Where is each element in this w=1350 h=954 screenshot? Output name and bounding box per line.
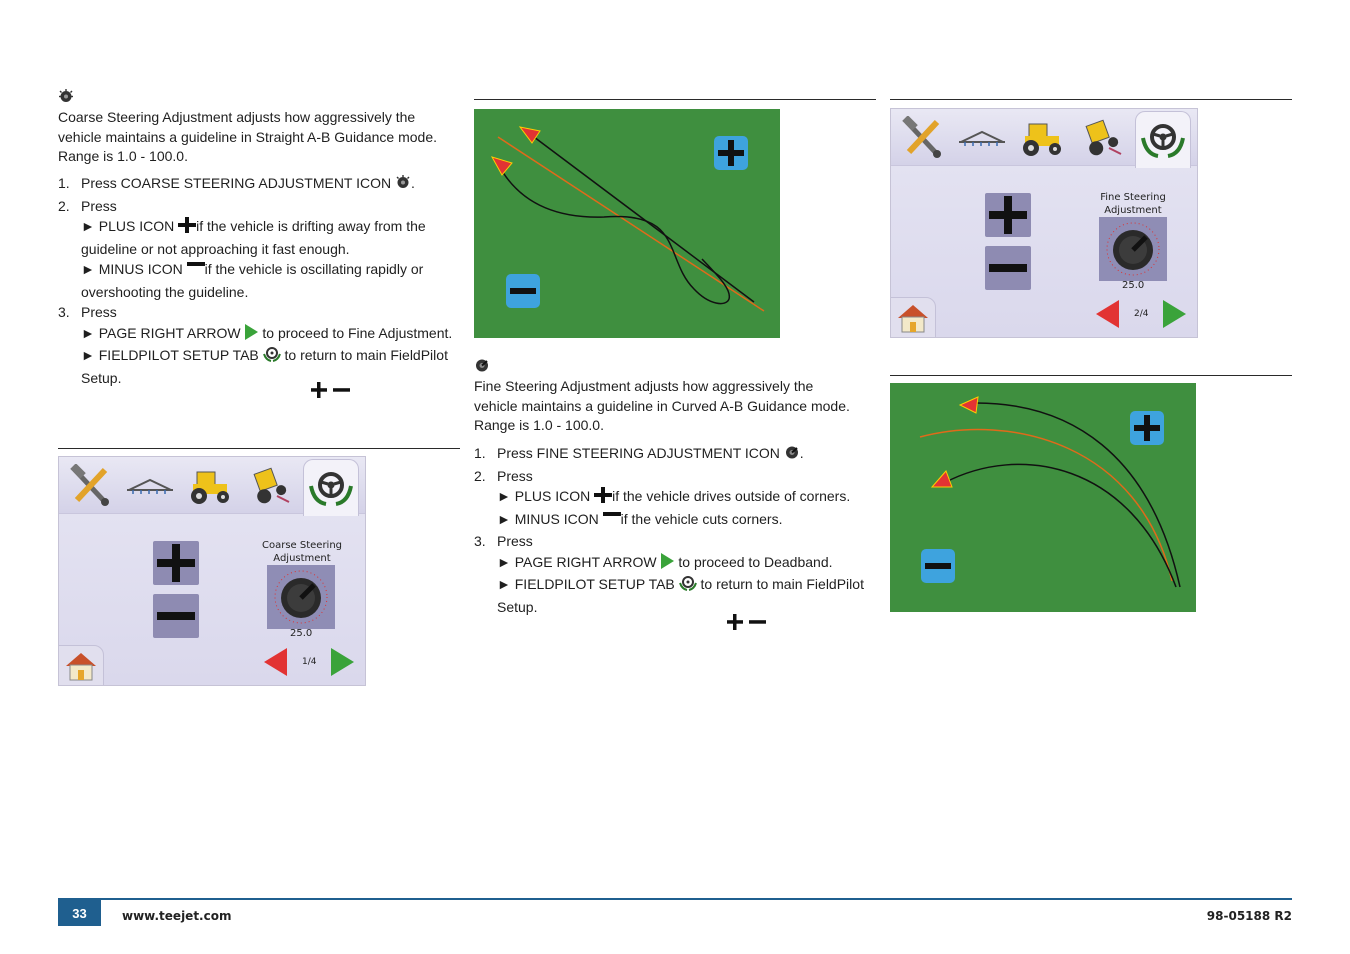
divider	[474, 99, 876, 100]
plus-minus-icon	[310, 381, 352, 404]
tab-fieldpilot-setup[interactable]	[1135, 111, 1191, 168]
page-left-button[interactable]	[263, 647, 289, 682]
setup-tab-label: FIELDPILOT SETUP TAB	[98, 347, 259, 363]
setup-tab-instruction	[474, 574, 884, 597]
minus-icon	[989, 263, 1027, 273]
page-left-button[interactable]	[1095, 299, 1121, 334]
coarse-steering-screen	[58, 456, 366, 686]
tab-guidance[interactable]	[1075, 113, 1129, 163]
fieldpilot-setup-tab-icon	[263, 346, 281, 368]
tractor-tilt-icon	[1079, 116, 1125, 160]
step-1	[58, 173, 458, 196]
plus-icon	[594, 487, 612, 509]
home-icon	[896, 303, 930, 333]
bullet: ►	[497, 488, 511, 504]
coarse-desc-line: Range is 1.0 - 100.0.	[58, 148, 188, 164]
plus-text-cont: guideline or not approaching it fast enough.	[81, 240, 350, 257]
tab-bar	[891, 109, 1197, 166]
step-number: 3.	[58, 304, 70, 320]
fine-desc-line: Range is 1.0 - 100.0.	[474, 417, 604, 433]
document-id: 98-05188 R2	[1206, 909, 1292, 923]
setup-tab-label: FIELDPILOT SETUP TAB	[514, 576, 675, 592]
tractor-icon	[1019, 118, 1065, 158]
plus-icon	[178, 217, 196, 239]
plus-button[interactable]	[985, 193, 1031, 237]
minus-button[interactable]	[506, 274, 540, 308]
step-text: Press FINE STEERING ADJUSTMENT ICON	[497, 445, 780, 461]
home-button[interactable]	[58, 645, 104, 686]
knob-value: 25.0	[290, 628, 313, 639]
coarse-steps	[58, 173, 458, 388]
tab-implement[interactable]	[123, 461, 177, 511]
plus-icon	[718, 140, 744, 166]
fine-steps	[474, 443, 884, 617]
bullet: ►	[81, 261, 95, 277]
fine-description	[474, 377, 874, 436]
bullet: ►	[497, 576, 511, 592]
minus-instruction	[58, 259, 458, 282]
page-right-text: to proceed to Fine Adjustment.	[262, 324, 453, 341]
minus-icon	[187, 260, 205, 282]
tractor-icon	[187, 466, 233, 506]
step-2	[58, 196, 458, 217]
plus-button[interactable]	[153, 541, 199, 585]
page-indicator: 1/4	[302, 657, 317, 667]
step-number: 1.	[58, 175, 70, 191]
steering-wheel-icon	[1140, 120, 1186, 160]
divider	[890, 99, 1292, 100]
plus-icon	[989, 196, 1027, 234]
minus-text-cont: overshooting the guideline.	[81, 283, 249, 300]
plus-text: if the vehicle is drifting away from the	[196, 218, 426, 234]
coarse-steering-icon	[395, 174, 411, 196]
bullet: ►	[81, 347, 95, 363]
plus-text: if the vehicle drives outside of corners.	[612, 488, 851, 504]
coarse-description	[58, 108, 458, 167]
plus-label: PLUS ICON	[98, 218, 175, 234]
curved-guidance-diagram	[890, 383, 1196, 612]
tab-vehicle[interactable]	[183, 461, 237, 511]
home-icon	[64, 651, 98, 681]
minus-button[interactable]	[985, 246, 1031, 290]
steering-wheel-icon	[308, 468, 354, 508]
page-right-arrow-icon	[244, 324, 258, 346]
step-3	[58, 302, 458, 323]
divider	[58, 448, 460, 449]
step-number: 2.	[58, 197, 70, 214]
minus-label: MINUS ICON	[514, 510, 599, 527]
fieldpilot-setup-tab-icon	[679, 575, 697, 597]
minus-icon	[510, 287, 536, 295]
plus-button[interactable]	[714, 136, 748, 170]
knob-dial-icon	[267, 565, 335, 629]
knob-label: Fine Steering Adjustment	[1100, 192, 1166, 216]
minus-text: if the vehicle is oscillating rapidly or	[204, 261, 424, 277]
minus-label: MINUS ICON	[98, 261, 183, 277]
minus-button[interactable]	[921, 549, 955, 583]
bullet: ►	[497, 510, 511, 527]
bullet: ►	[497, 553, 511, 570]
fine-desc-line: Fine Steering Adjustment adjusts how aggressively the	[474, 378, 814, 394]
knob-label: Coarse Steering Adjustment	[261, 540, 343, 564]
bullet: ►	[81, 324, 95, 341]
step-3	[474, 531, 884, 552]
footer-rule	[58, 898, 1292, 900]
coarse-steering-icon	[58, 88, 74, 109]
setup-tab-text: to return to main FieldPilot	[700, 576, 864, 592]
tab-bar	[59, 457, 365, 514]
coarse-desc-line: vehicle maintains a guideline in Straight A-B Guidance mode.	[58, 128, 437, 145]
tools-icon	[67, 464, 113, 508]
minus-instruction	[474, 509, 884, 532]
knob-value: 25.0	[1122, 280, 1145, 291]
page-right-text: to proceed to Deadband.	[678, 553, 833, 570]
divider	[890, 375, 1292, 376]
step-number: 2.	[474, 467, 486, 484]
step-text: Press	[81, 304, 117, 320]
coarse-desc-line: Coarse Steering Adjustment adjusts how aggressively the	[58, 109, 416, 125]
step-end: .	[411, 175, 415, 191]
step-2	[474, 466, 884, 487]
page-right-instruction	[474, 552, 884, 575]
step-text: Press COARSE STEERING ADJUSTMENT ICON	[81, 175, 392, 191]
page-right-label: PAGE RIGHT ARROW	[514, 553, 657, 570]
step-number: 1.	[474, 445, 486, 461]
plus-instruction	[474, 486, 884, 509]
minus-text: if the vehicle cuts corners.	[620, 510, 783, 527]
minus-button[interactable]	[153, 594, 199, 638]
fine-steering-icon	[474, 357, 490, 378]
fine-adjust-knob[interactable]	[1099, 217, 1167, 281]
home-button[interactable]	[890, 297, 936, 338]
boom-icon	[125, 476, 175, 496]
page-right-arrow-icon	[329, 647, 355, 677]
plus-instruction	[58, 216, 458, 239]
bullet: ►	[81, 218, 95, 234]
fine-steering-icon	[784, 444, 800, 466]
fine-desc-line: vehicle maintains a guideline in Curved A-B Guidance mode.	[474, 397, 850, 414]
setup-tab-text-cont: Setup.	[497, 598, 538, 615]
setup-tab-text-cont: Setup.	[81, 369, 122, 386]
step-1	[474, 443, 884, 466]
minus-icon	[925, 562, 951, 570]
minus-icon	[603, 510, 621, 532]
tab-guidance[interactable]	[243, 461, 297, 511]
plus-button[interactable]	[1130, 411, 1164, 445]
plus-icon	[1134, 415, 1160, 441]
plus-icon	[157, 544, 195, 582]
page-left-arrow-icon	[263, 647, 289, 677]
step-text: Press	[497, 533, 533, 549]
tools-icon	[899, 116, 945, 160]
tab-tools[interactable]	[63, 461, 117, 511]
boom-icon	[957, 128, 1007, 148]
minus-icon	[157, 611, 195, 621]
page-left-arrow-icon	[1095, 299, 1121, 329]
tab-fieldpilot-setup[interactable]	[303, 459, 359, 516]
step-number: 3.	[474, 533, 486, 549]
setup-tab-text: to return to main FieldPilot	[284, 347, 448, 363]
step-text: Press	[497, 467, 533, 484]
tab-implement[interactable]	[955, 113, 1009, 163]
knob-dial-icon	[1099, 217, 1167, 281]
tab-vehicle[interactable]	[1015, 113, 1069, 163]
step-end: .	[799, 445, 804, 461]
plus-label: PLUS ICON	[514, 488, 591, 504]
fine-steering-screen	[890, 108, 1198, 338]
tractor-tilt-icon	[247, 464, 293, 508]
page-right-arrow-icon	[660, 553, 674, 575]
straight-guidance-diagram	[474, 109, 780, 338]
website-link[interactable]: www.teejet.com	[122, 909, 232, 923]
page-right-arrow-icon	[1161, 299, 1187, 329]
page-right-label: PAGE RIGHT ARROW	[98, 324, 241, 341]
page-right-button[interactable]	[329, 647, 355, 682]
page-indicator: 2/4	[1134, 309, 1149, 319]
coarse-adjust-knob[interactable]	[267, 565, 335, 629]
step-text: Press	[81, 197, 117, 214]
page-number: 33	[58, 900, 101, 926]
plus-minus-icon	[726, 613, 768, 636]
tab-tools[interactable]	[895, 113, 949, 163]
setup-tab-instruction	[58, 345, 458, 368]
page-right-instruction	[58, 323, 458, 346]
page-right-button[interactable]	[1161, 299, 1187, 334]
